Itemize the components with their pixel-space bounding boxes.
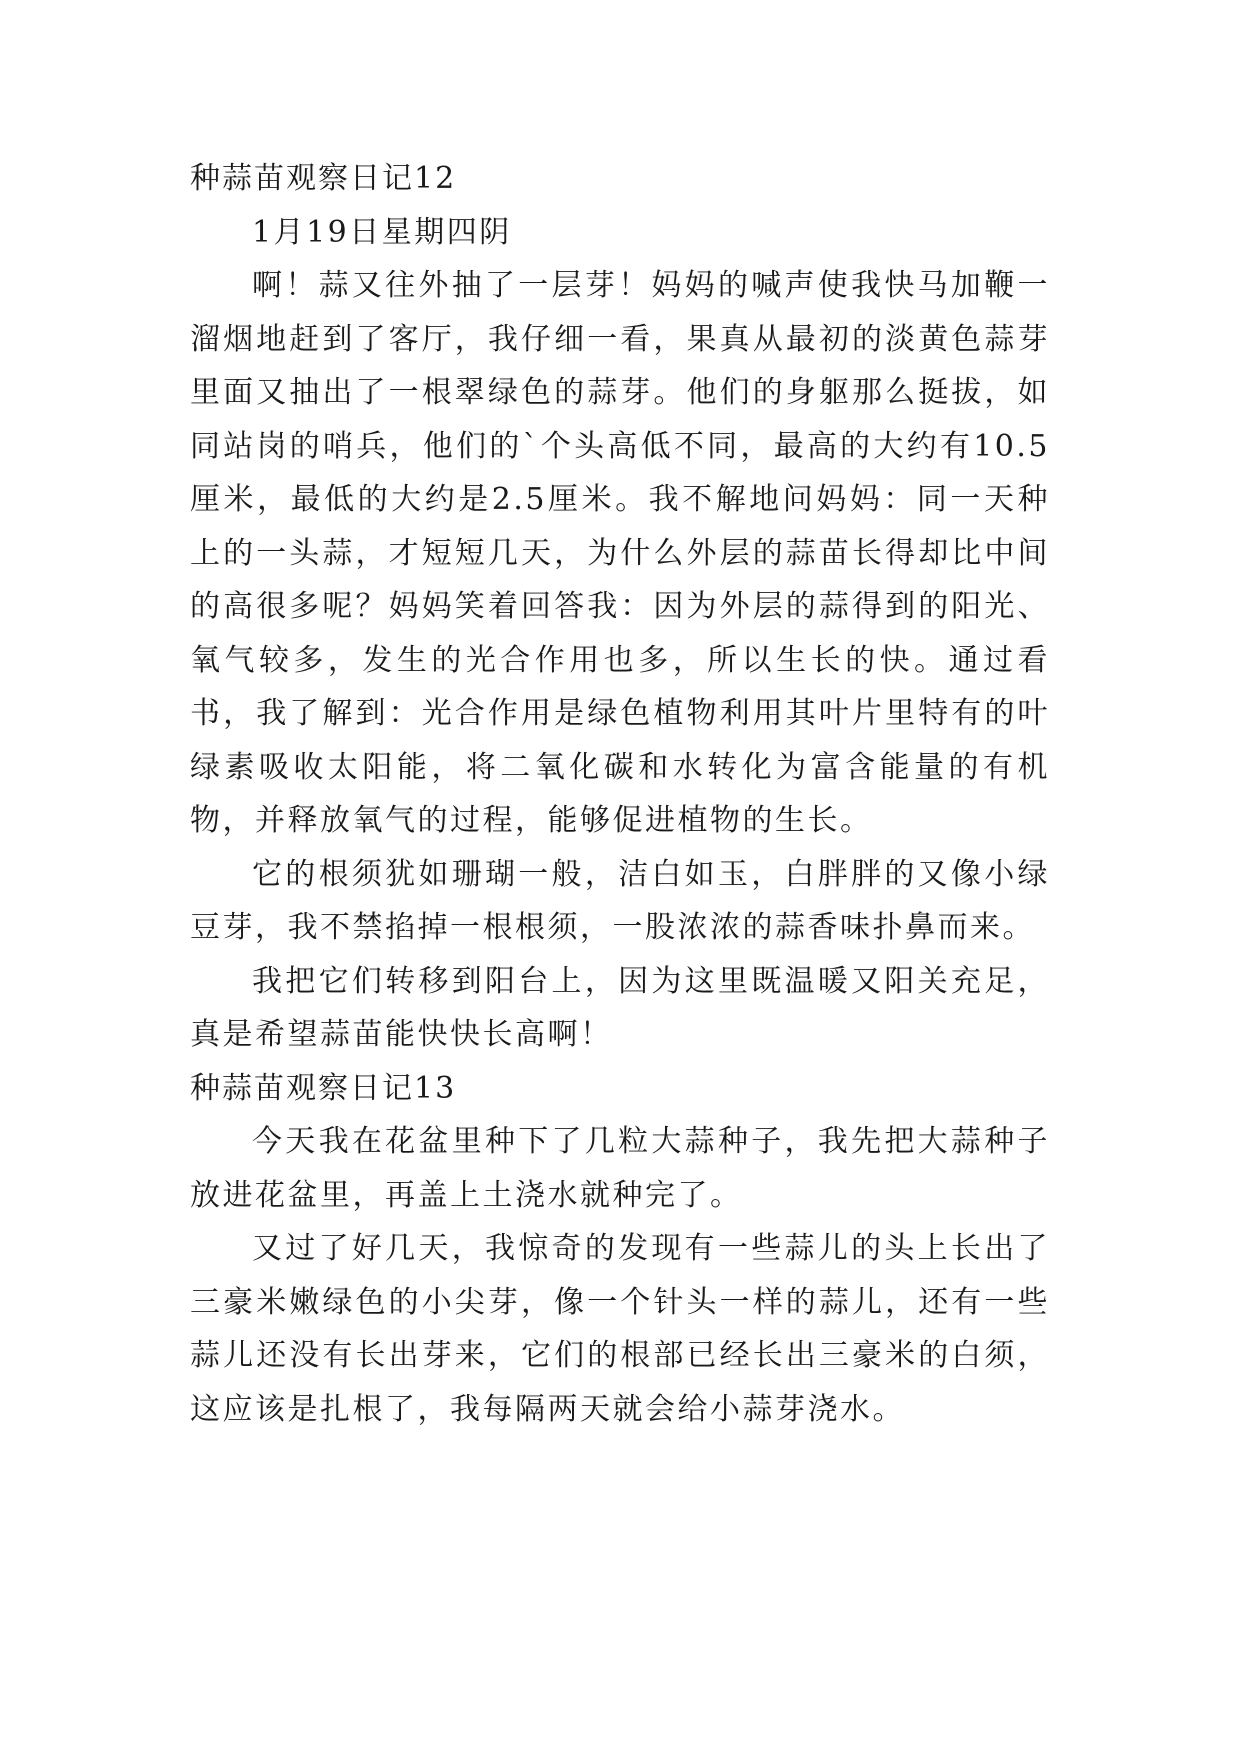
paragraph: 它的根须犹如珊瑚一般，洁白如玉，白胖胖的又像小绿豆芽，我不禁掐掉一根根须，一股浓浓的蒜香味扑鼻而来。 [190, 856, 1050, 945]
entry-date: 1月19日星期四阴 [252, 214, 512, 250]
entry-title: 种蒜苗观察日记13 [190, 1070, 457, 1106]
document-page [190, 152, 1050, 1436]
paragraph: 啊！蒜又往外抽了一层芽！妈妈的喊声使我快马加鞭一溜烟地赶到了客厅，我仔细一看，果真从最初的淡黄色蒜芽里面又抽出了一根翠绿色的蒜芽。他们的身躯那么挺拔，如同站岗的哨兵，他们的`个头高低不同，最高的大约有10.5厘米，最低的大约是2.5厘米。我不解地问妈妈：同一天种上的一头蒜，才短短几天，为什么外层的蒜苗长得却比中间的高很多呢？妈妈笑着回答我：因为外层的蒜得到的阳光、氧气较多，发生的光合作用也多，所以生长的快。通过看书，我了解到：光合作用是绿色植物利用其叶片里特有的叶绿素吸收太阳能，将二氧化碳和水转化为富含能量的有机物，并释放氧气的过程，能够促进植物的生长。 [190, 268, 1050, 838]
paragraph: 我把它们转移到阳台上，因为这里既温暖又阳关充足，真是希望蒜苗能快快长高啊！ [190, 963, 1050, 1052]
paragraph: 又过了好几天，我惊奇的发现有一些蒜儿的头上长出了三豪米嫩绿色的小尖芽，像一个针头一样的蒜儿，还有一些蒜儿还没有长出芽来，它们的根部已经长出三豪米的白须，这应该是扎根了，我每隔两天就会给小蒜芽浇水。 [190, 1231, 1050, 1427]
diary-entry-13 [190, 1062, 1050, 1437]
entry-title: 种蒜苗观察日记12 [190, 161, 457, 196]
diary-entry-12 [190, 152, 1050, 1062]
paragraph: 今天我在花盆里种下了几粒大蒜种子，我先把大蒜种子放进花盆里，再盖上土浇水就种完了。 [190, 1124, 1050, 1213]
